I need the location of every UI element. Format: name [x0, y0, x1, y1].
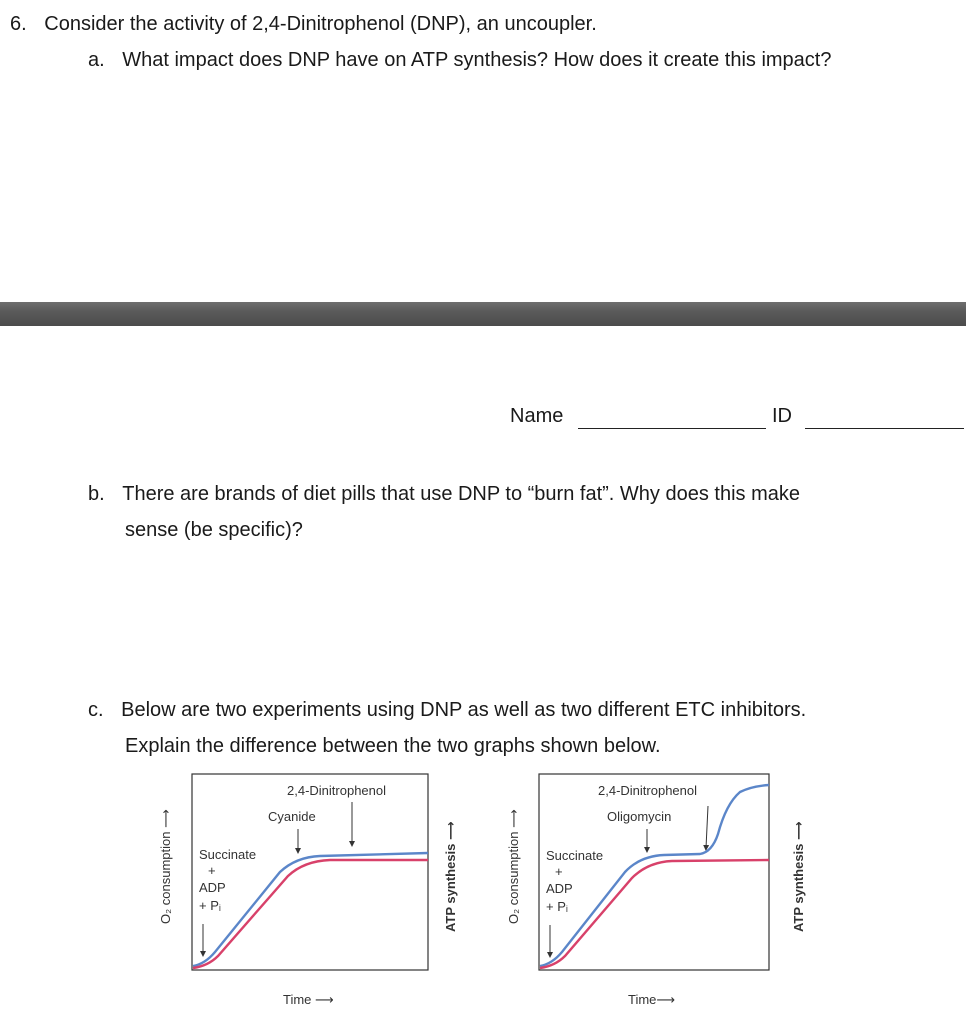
page-divider [0, 302, 966, 326]
label-cyanide: Cyanide [268, 809, 316, 824]
y-axis-label-left: O₂ consumption ⟶ [506, 809, 521, 924]
figure-oligomycin [506, 774, 806, 1007]
y-axis-label-right: ATP synthesis ⟶ [791, 821, 806, 932]
o2-consumption-curve [193, 853, 428, 966]
y-axis-label-left: O₂ consumption ⟶ [158, 809, 173, 924]
dnp-arrow [706, 806, 708, 848]
part-letter: b. [88, 483, 105, 505]
plot-frame [192, 774, 428, 970]
question-number: 6. [10, 13, 27, 35]
part-text: Below are two experiments using DNP as well as two different ETC inhibitors. [121, 699, 807, 721]
substrate-line-2: + [555, 864, 563, 879]
substrate-line-2: + [208, 863, 216, 878]
substrate-line-3: ADP [199, 880, 226, 895]
substrate-line-3: ADP [546, 881, 573, 896]
part-letter: a. [88, 49, 105, 71]
atp-synthesis-curve [540, 860, 769, 968]
part-letter: c. [88, 699, 104, 721]
x-axis-label: Time⟶ [628, 992, 676, 1007]
question-6 [10, 6, 597, 42]
substrate-line-4: + Pᵢ [546, 899, 568, 914]
name-field[interactable] [578, 428, 766, 429]
figure-cyanide [158, 774, 458, 1007]
question-part-b [88, 476, 800, 512]
name-label: Name [510, 405, 564, 427]
part-text: There are brands of diet pills that use DNP to “burn fat”. Why does this make [122, 483, 800, 505]
plot-frame [539, 774, 769, 970]
question-text: Consider the activity of 2,4-Dinitrophenol (DNP), an uncoupler. [44, 13, 597, 35]
question-part-c-line2: Explain the difference between the two graphs shown below. [125, 735, 661, 757]
id-label: ID [772, 405, 792, 427]
label-dnp: 2,4-Dinitrophenol [598, 783, 698, 798]
x-axis-label: Time ⟶ [283, 992, 334, 1007]
question-part-c [88, 692, 806, 728]
part-text: What impact does DNP have on ATP synthesis? How does it create this impact? [122, 49, 832, 71]
dnp-figures [0, 754, 966, 1024]
question-part-a [88, 42, 831, 78]
substrate-line-4: + Pᵢ [199, 898, 221, 913]
label-dnp: 2,4-Dinitrophenol [287, 783, 387, 798]
label-oligomycin: Oligomycin [607, 809, 672, 824]
id-field[interactable] [805, 428, 964, 429]
y-axis-label-right: ATP synthesis ⟶ [443, 821, 458, 932]
substrate-line-1: Succinate [546, 848, 604, 863]
substrate-line-1: Succinate [199, 847, 257, 862]
question-part-b-line2: sense (be specific)? [125, 519, 303, 541]
atp-synthesis-curve [193, 860, 428, 968]
